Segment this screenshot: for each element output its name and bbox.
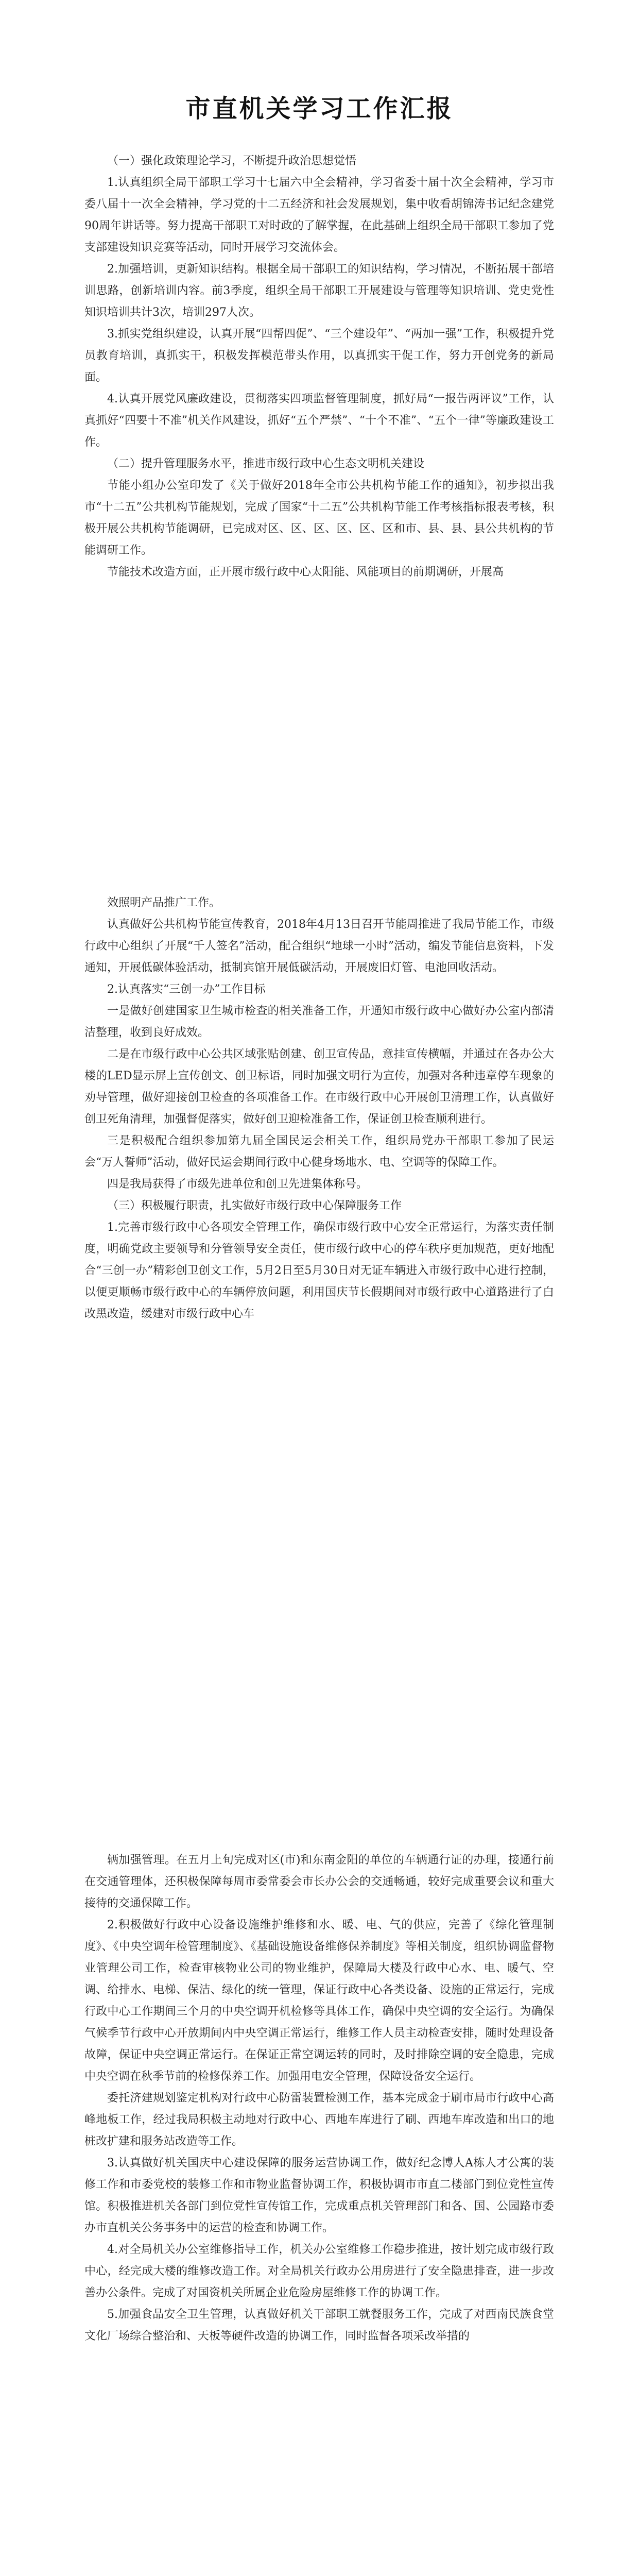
section-heading: （二）提升管理服务水平，推进市级行政中心生态文明机关建设	[107, 457, 425, 470]
paragraph: 2.积极做好行政中心设备设施维护维修和水、暖、电、气的供应，完善了《综化管理制度》、《中央空调年检管理制度》、《基础设施设备维修保养制度》等相关制度，组织协调监督物业管理公司工作，检查审核物业公司的物业维护，保障局大楼及行政中心水、电、暖气、空调、给排水、电梯、保洁、绿化的统一管理，保证行政中心各类设备、设施的正常运行，完成行政中心工作期间三个月的中央空调开机检修等具体工作，确保中央空调的安全运行。为确保气候季节行政中心开放期间内中央空调正常运行，维修工作人员主动检查安排，随时处理设备故障，保证中央空调正常运行。在保证正常空调运转的同时，及时排除空调的安全隐患，完成中央空调在秋季节前的检修保养工作。加强用电安全管理，保障设备安全运行。	[84, 1919, 554, 2083]
paragraph: 3.抓实党组织建设，认真开展“四帮四促”、“三个建设年”、“两加一强”工作，积极提升党员教育培训，真抓实干，积极发挥模范带头作用，以真抓实干促工作，努力开创党务的新局面。	[84, 328, 554, 384]
section-heading: （三）积极履行职责，扎实做好市级行政中心保障服务工作	[107, 1199, 402, 1212]
paragraph: 4.认真开展党风廉政建设，贯彻落实四项监督管理制度，抓好局“一报告两评议”工作，认真抓好“四要十不准”机关作风建设，抓好“五个严禁”、“十个不准”、“五个一律”等廉政建设工作。	[84, 393, 554, 449]
paragraph: 节能技术改造方面，正开展市级行政中心太阳能、风能项目的前期调研，开展高	[107, 566, 504, 579]
paragraph: 三是积极配合组织参加第九届全国民运会相关工作，组织局党办干部职工参加了民运会“万人誓师”活动，做好民运会期间行政中心健身场地水、电、空调等的保障工作。	[84, 1134, 554, 1169]
paragraph: 委托济建规划鉴定机构对行政中心防雷装置检测工作，基本完成金于刷市局市行政中心高峰地板工作，经过我局积极主动地对行政中心、西地车库进行了刷、西地车库改造和出口的地桩改扩建和服务站改造等工作。	[84, 2092, 554, 2148]
paragraph: 节能小组办公室印发了《关于做好2018年全市公共机构节能工作的通知》，初步拟出我市“十二五”公共机构节能规划，完成了国家“十二五”公共机构节能工作考核指标报表考核，积极开展公共机构节能调研，已完成对区、区、区、区、区、区和市、县、县、县公共机构的节能调研工作。	[84, 479, 554, 557]
paragraph: 一是做好创建国家卫生城市检查的相关准备工作，开通知市级行政中心做好办公室内部清洁整理，收到良好成效。	[84, 1005, 554, 1039]
paragraph: 1.完善市级行政中心各项安全管理工作，确保市级行政中心安全正常运行，为落实责任制度，明确党政主要领导和分管领导安全责任，使市级行政中心的停车秩序更加规范，更好地配合“三创一办”精彩创卫创文工作，5月2日至5月30日对无证车辆进入市级行政中心进行控制，以便更顺畅市级行政中心的车辆停放问题，利用国庆节长假期间对市级行政中心道路进行了白改黑改造，缓建对市级行政中心车	[84, 1221, 554, 1320]
paragraph: 3.认真做好机关国庆中心建设保障的服务运营协调工作，做好纪念博人A栋人才公寓的装修工作和市委党校的装修工作和市物业监督协调工作，积极协调市市直二楼部门到位党性宣传馆。积极推进机关各部门到位党性宣传馆工作，完成重点机关管理部门和各、国、公园路市委办市直机关公务事务中的运营的检查和协调工作。	[84, 2157, 554, 2234]
paragraph: 1.认真组织全局干部职工学习十七届六中全会精神，学习省委十届十次全会精神，学习市委八届十一次全会精神，学习党的十二五经济和社会发展规划，集中收看胡锦涛书记纪念建党90周年讲话等。努力提高干部职工对时政的了解掌握，在此基础上组织全局干部职工参加了党支部建设知识竞赛等活动，同时开展学习交流体会。	[84, 176, 554, 254]
paragraph: 2.加强培训，更新知识结构。根据全局干部职工的知识结构，学习情况，不断拓展干部培训思路，创新培训内容。前3季度，组织全局干部职工开展建设与管理等知识培训、党史党性知识培训共计3次，培训297人次。	[84, 263, 554, 319]
paragraph: 4.对全局机关办公室维修指导工作，机关办公室维修工作稳步推进，按计划完成市级行政中心，经完成大楼的维修改造工作。对全局机关行政办公用房进行了安全隐患排查，进一步改善办公条件。完成了对国资机关所属企业危险房屋维修工作的协调工作。	[84, 2243, 554, 2299]
document-title: 市直机关学习工作汇报	[185, 94, 454, 123]
paragraph: 四是我局获得了市级先进单位和创卫先进集体称号。	[107, 1178, 368, 1191]
paragraph: 5.加强食品安全卫生管理，认真做好机关干部职工就餐服务工作，完成了对西南民族食堂文化厂场综合整治和、天板等硬件改造的协调工作，同时监督各项采改举措的	[84, 2308, 554, 2343]
paragraph: 二是在市级行政中心公共区域张贴创建、创卫宣传品，意挂宣传横幅，并通过在各办公大楼的LED显示屏上宣传创文、创卫标语，同时加强文明行为宣传，加强对各种违章停车现象的劝导管理，做好迎接创卫检查的各项准备工作。在市级行政中心开展创卫清理工作，认真做好创卫死角清理，加强督促落实，做好创卫迎检准备工作，保证创卫检查顺利进行。	[84, 1048, 554, 1126]
section-heading: （一）强化政策理论学习，不断提升政治思想觉悟	[107, 155, 357, 167]
text-section-2	[84, 892, 554, 1325]
section-heading: 2.认真落实“三创一办”工作目标	[107, 983, 266, 996]
text-section-1	[84, 150, 554, 583]
paragraph: 认真做好公共机构节能宣传教育，2018年4月13日召开节能周推进了我局节能工作，市级行政中心组织了开展“千人签名”活动，配合组织“地球一小时”活动，编发节能信息资料，下发通知，开展低碳体验活动，抵制宾馆开展低碳活动，开展废旧灯管、电池回收活动。	[84, 918, 554, 974]
paragraph: 效照明产品推广工作。	[107, 896, 221, 909]
text-section-3	[84, 1850, 554, 2347]
paragraph: 辆加强管理。在五月上旬完成对区(市)和东南金阳的单位的车辆通行证的办理，接通行前在交通管理体，还积极保障每周市委常委会市长办公会的交通畅通，较好完成重要会议和重大接待的交通保障工作。	[84, 1854, 554, 1910]
